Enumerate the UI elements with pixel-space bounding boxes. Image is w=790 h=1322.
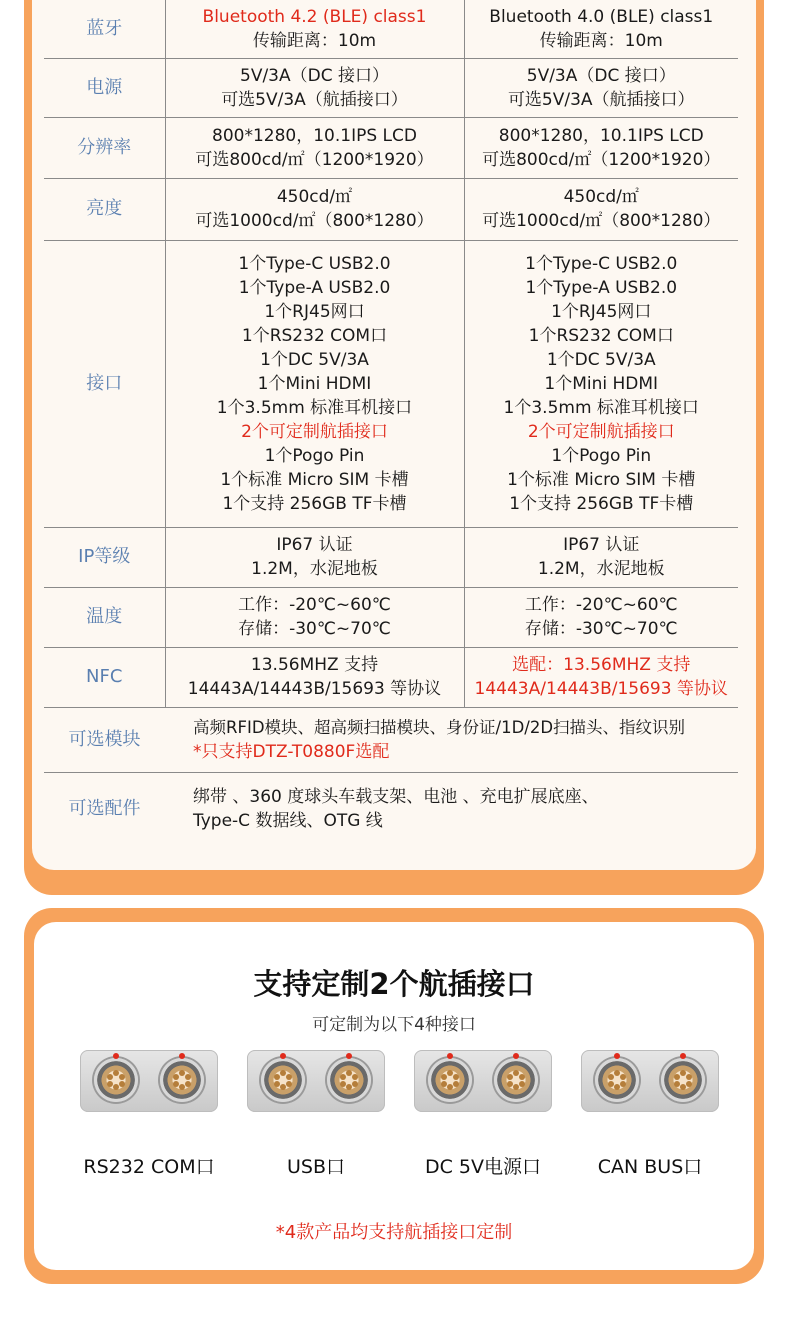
row-label: 可选模块 [44, 707, 165, 772]
cell-line: IP67 认证 [563, 535, 640, 555]
connector-pin [185, 1074, 191, 1080]
cell-line: 2个可定制航插接口 [527, 421, 675, 442]
row-label: NFC [44, 647, 165, 707]
connector-pin [441, 1081, 447, 1087]
cell-line: 1个Type-C USB2.0 [525, 253, 678, 274]
cell-line: 1个支持 256GB TF卡槽 [509, 493, 694, 514]
connector-pin [113, 1070, 119, 1076]
optional-modules-cell [165, 707, 738, 772]
spec-row-accessories [44, 772, 738, 846]
connector-pin [274, 1081, 280, 1087]
aviation-card [24, 908, 764, 1284]
cell-line: 5V/3A（DC 接口） [526, 65, 676, 86]
connector-pin [173, 1081, 179, 1087]
connector-pin [119, 1081, 125, 1087]
spec-row-power [44, 58, 738, 117]
connector-pin [608, 1074, 614, 1080]
cell-line: 1个3.5mm 标准耳机接口 [503, 397, 699, 418]
cell-line: 14443A/14443B/15693 等协议 [187, 679, 442, 699]
row-label: 分辨率 [44, 117, 165, 178]
cell-line: 1.2M，水泥地板 [537, 559, 665, 579]
col-a-cell [165, 178, 464, 240]
connector-pin [107, 1074, 113, 1080]
aviation-card-inner [34, 922, 754, 1270]
row-label: 可选配件 [68, 798, 141, 820]
cell-line: 1个标准 Micro SIM 卡槽 [507, 469, 696, 490]
cell-line: 1个标准 Micro SIM 卡槽 [220, 469, 409, 490]
cell-line: 14443A/14443B/15693 等协议 [474, 679, 728, 699]
col-a-cell [165, 527, 464, 587]
cell-line: 可选1000cd/㎡（800*1280） [482, 211, 721, 231]
connector-pin [286, 1074, 292, 1080]
spec-row-resolution [44, 117, 738, 178]
col-a-cell [165, 647, 464, 707]
connector-pin [274, 1074, 280, 1080]
connector-pin [113, 1084, 119, 1090]
cell-line: 1个Mini HDMI [544, 373, 659, 394]
connector-port-icon [494, 1058, 538, 1102]
col-a-cell [165, 117, 464, 178]
connector-pin [674, 1081, 680, 1087]
connector-pin [680, 1070, 686, 1076]
connector-pin [453, 1081, 459, 1087]
cell-line: 可选1000cd/㎡（800*1280） [195, 211, 434, 231]
spec-row-ip-rating [44, 527, 738, 587]
cell-line: 可选800cd/㎡（1200*1920） [482, 149, 721, 170]
cell-line: 工作：-20℃~60℃ [524, 595, 678, 615]
cell-line: 13.56MHZ 支持 [250, 655, 379, 675]
connector-pin [620, 1081, 626, 1087]
connector-pin [453, 1074, 459, 1080]
connector-pin [513, 1070, 519, 1076]
connector-pin [620, 1074, 626, 1080]
col-b-cell [464, 0, 738, 58]
spec-row-bluetooth [44, 0, 738, 58]
col-b-cell [464, 587, 738, 647]
connector-pin [441, 1074, 447, 1080]
cell-line: 1个RS232 COM口 [241, 325, 388, 346]
col-b-cell [464, 58, 738, 117]
connector-image-usb [247, 1050, 385, 1112]
connector-pin [674, 1074, 680, 1080]
connector-pin [119, 1074, 125, 1080]
connector-port-icon [428, 1058, 472, 1102]
cell-line: 5V/3A（DC 接口） [240, 65, 389, 86]
cell-line: 1个Type-A USB2.0 [525, 277, 678, 298]
cell-line: 可选5V/3A（航插接口） [507, 89, 695, 110]
connector-pin [346, 1070, 352, 1076]
cell-line: 1个3.5mm 标准耳机接口 [216, 397, 413, 418]
connector-pin [340, 1081, 346, 1087]
cell-line: Bluetooth 4.0 (BLE) class1 [489, 6, 714, 27]
cell-line: 绑带 、360 度球头车载支架、电池 、充电扩展底座、 [193, 787, 599, 808]
col-b-cell [464, 527, 738, 587]
aviation-note: *4款产品均支持航插接口定制 [275, 1222, 513, 1243]
connector-pin [519, 1074, 525, 1080]
col-b-cell [464, 178, 738, 240]
cell-line: 800*1280，10.1IPS LCD [498, 125, 704, 146]
cell-line: Bluetooth 4.2 (BLE) class1 [202, 6, 427, 27]
cell-line: 1个DC 5V/3A [260, 349, 369, 370]
connector-port-icon [661, 1058, 705, 1102]
col-b-cell [464, 117, 738, 178]
cell-line: 1个RJ45网口 [551, 301, 652, 322]
connector-pin [614, 1070, 620, 1076]
row-label: 接口 [44, 240, 165, 527]
col-a-cell [165, 0, 464, 58]
connector-image-dc [414, 1050, 552, 1112]
col-b-cell [464, 647, 738, 707]
cell-line: 1个Pogo Pin [264, 445, 365, 466]
connector-pin [680, 1084, 686, 1090]
connector-pin [686, 1081, 692, 1087]
connector-pin [686, 1074, 692, 1080]
connector-label: CAN BUS口 [597, 1156, 703, 1178]
connector-port-icon [327, 1058, 371, 1102]
connector-pin [286, 1081, 292, 1087]
cell-line: 1个支持 256GB TF卡槽 [222, 493, 407, 514]
cell-line: 可选800cd/㎡（1200*1920） [195, 149, 434, 170]
col-a-cell [165, 240, 464, 527]
connector-pin [107, 1081, 113, 1087]
row-label: 电源 [44, 58, 165, 117]
row-label: 蓝牙 [44, 0, 165, 58]
spec-row-temperature [44, 587, 738, 647]
connector-pin [519, 1081, 525, 1087]
cell-line: 1个RJ45网口 [264, 301, 365, 322]
row-label: 亮度 [44, 178, 165, 240]
cell-line: 存储：-30℃~70℃ [524, 619, 678, 639]
connector-pin [346, 1084, 352, 1090]
spec-row-nfc [44, 647, 738, 707]
cell-line: 高频RFID模块、超高频扫描模块、身份证/1D/2D扫描头、指纹识别 [193, 717, 686, 737]
cell-line: 工作：-20℃~60℃ [238, 595, 391, 615]
connector-pin [608, 1081, 614, 1087]
spec-row-optional-modules [44, 707, 738, 772]
cell-line: 传输距离：10m [252, 30, 377, 51]
cell-line: Type-C 数据线、OTG 线 [193, 811, 383, 832]
connector-pin [340, 1074, 346, 1080]
spec-table [44, 0, 738, 846]
connector-pin [507, 1074, 513, 1080]
cell-line: 1个Mini HDMI [257, 373, 372, 394]
cell-line: 1个RS232 COM口 [528, 325, 674, 346]
connector-port-icon [595, 1058, 639, 1102]
cell-line: 存储：-30℃~70℃ [238, 619, 391, 639]
connector-label: DC 5V电源口 [424, 1156, 542, 1178]
connector-label: USB口 [286, 1156, 345, 1178]
connector-pin [352, 1074, 358, 1080]
connector-pin [185, 1081, 191, 1087]
cell-note: *只支持DTZ-T0880F选配 [193, 741, 390, 762]
connector-label: RS232 COM口 [83, 1156, 215, 1178]
connector-pin [507, 1081, 513, 1087]
connector-port-icon [94, 1058, 138, 1102]
col-a-cell [165, 587, 464, 647]
connector-image-can [581, 1050, 719, 1112]
spec-row-ports [44, 240, 738, 527]
row-label: 温度 [44, 587, 165, 647]
spec-row-brightness [44, 178, 738, 240]
connector-pin [513, 1084, 519, 1090]
row-label: IP等级 [44, 527, 165, 587]
connector-pin [173, 1074, 179, 1080]
cell-line: 选配：13.56MHZ 支持 [512, 655, 691, 675]
cell-line: IP67 认证 [276, 535, 353, 555]
connector-port-icon [160, 1058, 204, 1102]
connector-pin [614, 1084, 620, 1090]
cell-line: 1.2M，水泥地板 [251, 559, 378, 579]
connector-pin [280, 1084, 286, 1090]
connector-pin [447, 1070, 453, 1076]
connector-image-rs232 [80, 1050, 218, 1112]
cell-line: 1个DC 5V/3A [546, 349, 656, 370]
cell-line: 可选5V/3A（航插接口） [221, 89, 408, 110]
cell-line: 传输距离：10m [539, 30, 663, 51]
connector-pin [447, 1084, 453, 1090]
accessories-cell [165, 772, 738, 846]
cell-line: 1个Type-C USB2.0 [238, 253, 391, 274]
cell-line: 450cd/㎡ [276, 187, 353, 207]
aviation-subtitle: 可定制为以下4种接口 [312, 1015, 476, 1035]
cell-line: 800*1280，10.1IPS LCD [212, 125, 417, 146]
cell-line: 1个Pogo Pin [551, 445, 652, 466]
aviation-title: 支持定制2个航插接口 [253, 967, 535, 1001]
connector-pin [280, 1070, 286, 1076]
cell-line: 2个可定制航插接口 [241, 421, 388, 442]
col-a-cell [165, 58, 464, 117]
connector-port-icon [261, 1058, 305, 1102]
connector-pin [179, 1084, 185, 1090]
connector-pin [352, 1081, 358, 1087]
connector-pin [179, 1070, 185, 1076]
col-b-cell [464, 240, 738, 527]
cell-line: 450cd/㎡ [563, 187, 639, 207]
cell-line: 1个Type-A USB2.0 [238, 277, 391, 298]
